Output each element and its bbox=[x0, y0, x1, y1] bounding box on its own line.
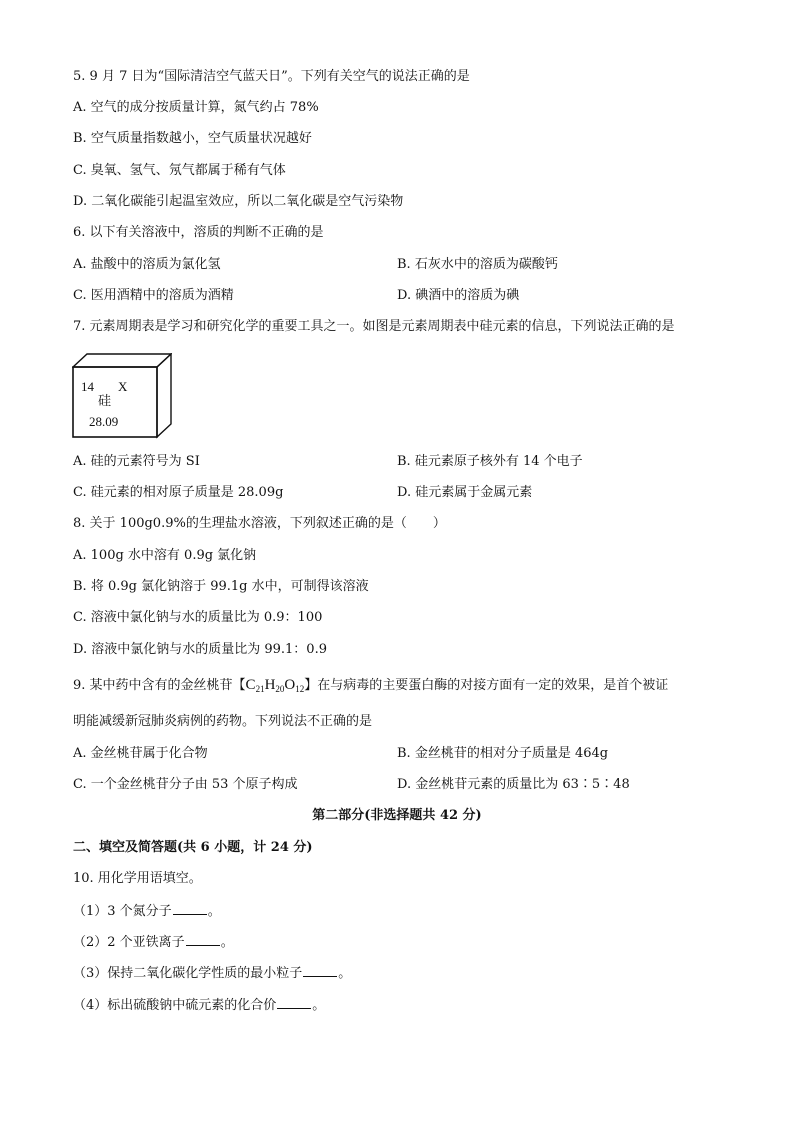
q9-stem-post: 】在与病毒的主要蛋白酶的对接方面有一定的效果，是首个被证 bbox=[304, 678, 669, 693]
answer-blank[interactable] bbox=[303, 964, 337, 977]
formula-o-count: 12 bbox=[295, 684, 305, 694]
q8-option-d: D. 溶液中氯化钠与水的质量比为 99.1：0.9 bbox=[73, 642, 327, 657]
q7-option-d: D. 硅元素属于金属元素 bbox=[397, 485, 533, 500]
formula-c: C bbox=[245, 677, 256, 693]
q7-option-a: A. 硅的元素符号为 SI bbox=[73, 454, 200, 469]
answer-blank[interactable] bbox=[173, 902, 207, 915]
q10-item-2-text: （2）2 个亚铁离子 bbox=[73, 935, 185, 950]
q9-stem-line2: 明能减缓新冠肺炎病例的药物。下列说法不正确的是 bbox=[73, 714, 373, 729]
q10-item-3-end: 。 bbox=[338, 966, 352, 981]
part-two-title: 第二部分(非选择题共 42 分) bbox=[312, 808, 482, 823]
q9-option-d: D. 金丝桃苷元素的质量比为 63∶5∶48 bbox=[397, 777, 630, 792]
q7-stem: 7. 元素周期表是学习和研究化学的重要工具之一。如图是元素周期表中硅元素的信息，下列说法正确的是 bbox=[73, 319, 675, 334]
answer-blank[interactable] bbox=[277, 996, 311, 1009]
element-mass: 28.09 bbox=[89, 414, 119, 429]
q8-option-c: C. 溶液中氯化钠与水的质量比为 0.9：100 bbox=[73, 610, 323, 625]
formula-o: O bbox=[284, 677, 296, 693]
q5-option-c: C. 臭氧、氢气、氖气都属于稀有气体 bbox=[73, 163, 286, 178]
q6-stem: 6. 以下有关溶液中，溶质的判断不正确的是 bbox=[73, 225, 324, 240]
q10-item-2 bbox=[73, 933, 234, 952]
q10-item-4 bbox=[73, 996, 325, 1015]
section-two-title: 二、填空及简答题(共 6 小题，计 24 分) bbox=[73, 840, 313, 855]
q10-item-3 bbox=[73, 964, 351, 983]
q5-option-a: A. 空气的成分按质量计算，氮气约占 78% bbox=[73, 100, 319, 115]
q5-option-d: D. 二氧化碳能引起温室效应，所以二氧化碳是空气污染物 bbox=[73, 194, 404, 209]
q5-stem: 5. 9 月 7 日为“国际清洁空气蓝天日”。下列有关空气的说法正确的是 bbox=[73, 69, 470, 84]
q10-item-3-text: （3）保持二氧化碳化学性质的最小粒子 bbox=[73, 966, 303, 981]
q8-option-b: B. 将 0.9g 氯化钠溶于 99.1g 水中，可制得该溶液 bbox=[73, 579, 369, 594]
formula-h-count: 20 bbox=[275, 684, 285, 694]
q7-option-b: B. 硅元素原子核外有 14 个电子 bbox=[397, 454, 583, 469]
q5-option-b: B. 空气质量指数越小，空气质量状况越好 bbox=[73, 131, 312, 146]
q10-item-1-end: 。 bbox=[207, 904, 221, 919]
element-name: 硅 bbox=[98, 394, 112, 409]
element-symbol: X bbox=[118, 379, 128, 394]
q10-item-1-text: （1）3 个氮分子 bbox=[73, 904, 172, 919]
formula-c-count: 21 bbox=[255, 684, 265, 694]
element-cell-figure bbox=[72, 353, 172, 439]
q10-item-1 bbox=[73, 902, 221, 921]
formula-h: H bbox=[264, 677, 276, 693]
q6-option-c: C. 医用酒精中的溶质为酒精 bbox=[73, 288, 234, 303]
q9-stem bbox=[73, 676, 668, 698]
element-atomic-number: 14 bbox=[81, 379, 94, 394]
q9-option-c: C. 一个金丝桃苷分子由 53 个原子构成 bbox=[73, 777, 298, 792]
q9-option-b: B. 金丝桃苷的相对分子质量是 464g bbox=[397, 746, 609, 761]
answer-blank[interactable] bbox=[186, 933, 220, 946]
q6-option-d: D. 碘酒中的溶质为碘 bbox=[397, 288, 520, 303]
q10-item-4-text: （4）标出硫酸钠中硫元素的化合价 bbox=[73, 998, 277, 1013]
q9-option-a: A. 金丝桃苷属于化合物 bbox=[73, 746, 208, 761]
q8-option-a: A. 100g 水中溶有 0.9g 氯化钠 bbox=[73, 548, 257, 563]
q10-item-2-end: 。 bbox=[220, 935, 234, 950]
q6-option-a: A. 盐酸中的溶质为氯化氢 bbox=[73, 257, 221, 272]
q10-stem: 10. 用化学用语填空。 bbox=[73, 871, 202, 886]
chemical-formula bbox=[246, 677, 305, 693]
cube-outline bbox=[72, 353, 172, 439]
q7-option-c: C. 硅元素的相对原子质量是 28.09g bbox=[73, 485, 284, 500]
q10-item-4-end: 。 bbox=[312, 998, 326, 1013]
q6-option-b: B. 石灰水中的溶质为碳酸钙 bbox=[397, 257, 558, 272]
q9-stem-pre: 9. 某中药中含有的金丝桃苷【 bbox=[73, 678, 246, 693]
q8-stem: 8. 关于 100g0.9%的生理盐水溶液，下列叙述正确的是（ ） bbox=[73, 516, 446, 531]
